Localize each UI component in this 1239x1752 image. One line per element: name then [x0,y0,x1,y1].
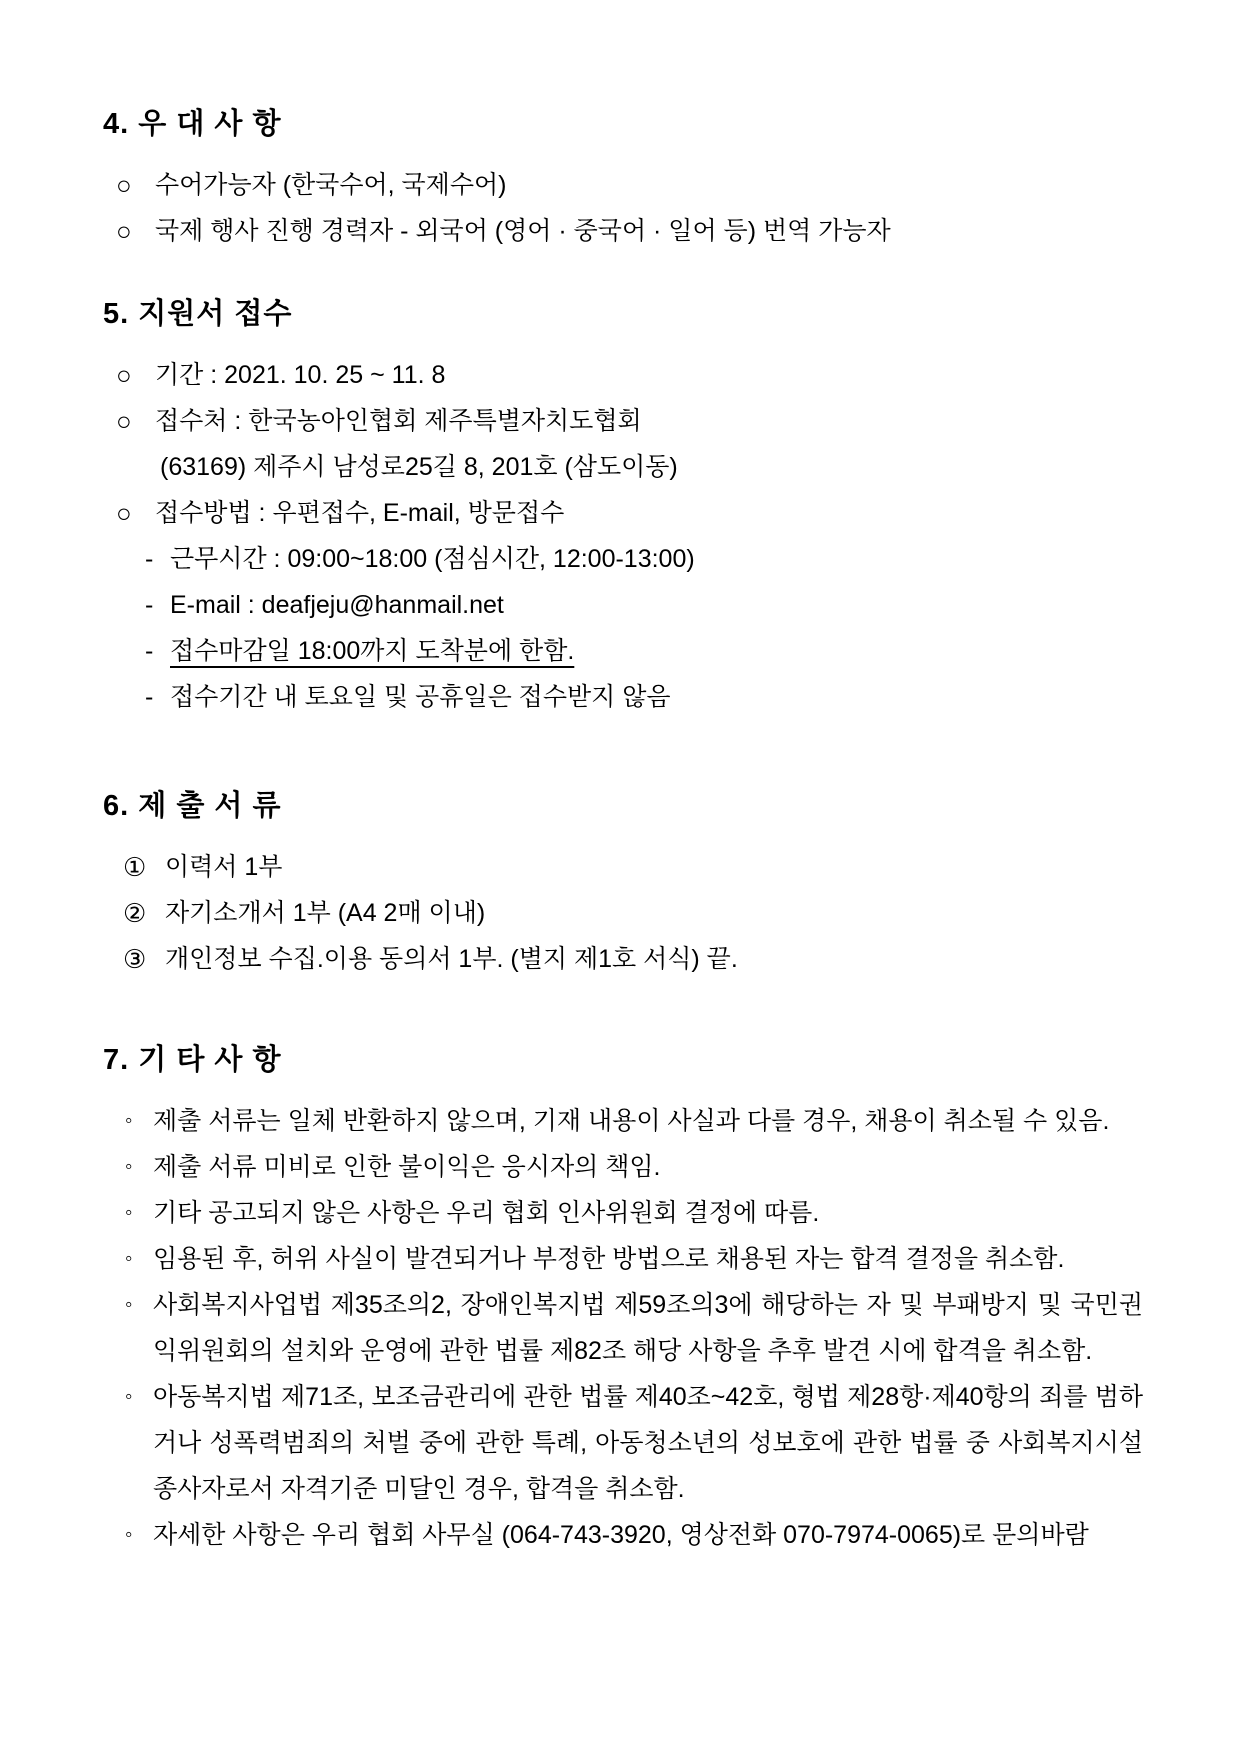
list-item-text: 제출 서류는 일체 반환하지 않으며, 기재 내용이 사실과 다를 경우, 채용이 취소될 수 있음. [153,1107,1110,1135]
circle-bullet-icon: ○ [116,406,132,436]
list-item [103,936,1143,982]
section-preferences [103,102,1143,254]
dash-bullet-icon: - [145,637,154,665]
list-item-text: 기타 공고되지 않은 사항은 우리 협회 인사위원회 결정에 따름. [153,1199,820,1227]
list-item [103,208,1143,254]
circled-1-icon: ① [123,852,147,882]
list-item-text: 근무시간 : 09:00~18:00 (점심시간, 12:00-13:00) [170,545,695,573]
small-circle-bullet-icon: ◦ [125,1247,133,1270]
circle-bullet-icon: ○ [116,170,132,200]
small-circle-bullet-icon: ◦ [125,1385,133,1408]
list-item [103,162,1143,208]
circle-bullet-icon: ○ [116,498,132,528]
list-item [103,352,1143,398]
list-item [103,1144,1143,1190]
list-item [103,398,1143,444]
list-item-text: 사회복지사업법 제35조의2, 장애인복지법 제59조의3에 해당하는 자 및 부패방지 및 국민권익위원회의 설치와 운영에 관한 법률 제82조 해당 사항을 추후 발견 시에 합격을 취소함. [153,1291,1143,1365]
list-item [103,1190,1143,1236]
list-item [103,582,1143,628]
section-heading: 6. 제 출 서 류 [103,790,282,822]
section-item-list [103,844,1143,982]
list-item-text: 접수방법 : 우편접수, E-mail, 방문접수 [155,499,565,527]
section-application [103,292,1143,720]
list-item-text: 임용된 후, 허위 사실이 발견되거나 부정한 방법으로 채용된 자는 합격 결정을 취소함. [153,1245,1065,1273]
list-item-text: 자세한 사항은 우리 협회 사무실 (064-743-3920, 영상전화 070-7974-0065)로 문의바람 [153,1521,1089,1549]
small-circle-bullet-icon: ◦ [125,1201,133,1224]
list-item [103,444,1143,490]
section-documents [103,784,1143,982]
list-item [103,674,1143,720]
small-circle-bullet-icon: ◦ [125,1155,133,1178]
list-item-text: 수어가능자 (한국수어, 국제수어) [155,171,507,199]
list-item [103,1282,1143,1374]
document-body [103,102,1143,1558]
section-item-list [103,352,1143,720]
list-item-text: 국제 행사 진행 경력자 - 외국어 (영어 · 중국어 · 일어 등) 번역 가능자 [155,217,891,245]
list-item [103,1512,1143,1558]
list-item-text: E-mail : deafjeju@hanmail.net [170,591,504,619]
small-circle-bullet-icon: ◦ [125,1523,133,1546]
list-item [103,536,1143,582]
section-others [103,1038,1143,1558]
list-item-text: 개인정보 수집.이용 동의서 1부. (별지 제1호 서식) 끝. [165,945,738,973]
list-item-text: 접수처 : 한국농아인협회 제주특별자치도협회 [155,407,642,435]
section-heading: 5. 지원서 접수 [103,298,293,330]
dash-bullet-icon: - [145,683,154,711]
list-item-text: 접수기간 내 토요일 및 공휴일은 접수받지 않음 [170,683,671,711]
section-item-list [103,162,1143,254]
small-circle-bullet-icon: ◦ [125,1109,133,1132]
section-item-list [103,1098,1143,1558]
list-item-text: (63169) 제주시 남성로25길 8, 201호 (삼도이동) [160,453,678,481]
section-heading: 7. 기 타 사 항 [103,1044,282,1076]
section-heading: 4. 우 대 사 항 [103,108,282,140]
list-item [103,1236,1143,1282]
list-item-text: 제출 서류 미비로 인한 불이익은 응시자의 책임. [153,1153,661,1181]
circle-bullet-icon: ○ [116,216,132,246]
dash-bullet-icon: - [145,545,154,573]
dash-bullet-icon: - [145,591,154,619]
list-item-text: 기간 : 2021. 10. 25 ~ 11. 8 [155,361,446,389]
list-item-text: 아동복지법 제71조, 보조금관리에 관한 법률 제40조~42호, 형법 제28항·제40항의 죄를 범하거나 성폭력범죄의 처벌 중에 관한 특례, 아동청소년의 성보호에 관한 법률 중 사회복지시설 종사자로서 자격기준 미달인 경우, 합격을 취소함. [153,1383,1143,1503]
list-item [103,628,1143,674]
list-item-text: 이력서 1부 [165,853,283,881]
circled-3-icon: ③ [123,944,147,974]
small-circle-bullet-icon: ◦ [125,1293,133,1316]
list-item [103,490,1143,536]
circled-2-icon: ② [123,898,147,928]
list-item [103,1098,1143,1144]
circle-bullet-icon: ○ [116,360,132,390]
list-item [103,890,1143,936]
list-item [103,1374,1143,1512]
list-item [103,844,1143,890]
list-item-text: 접수마감일 18:00까지 도착분에 한함. [170,637,575,665]
list-item-text: 자기소개서 1부 (A4 2매 이내) [165,899,486,927]
